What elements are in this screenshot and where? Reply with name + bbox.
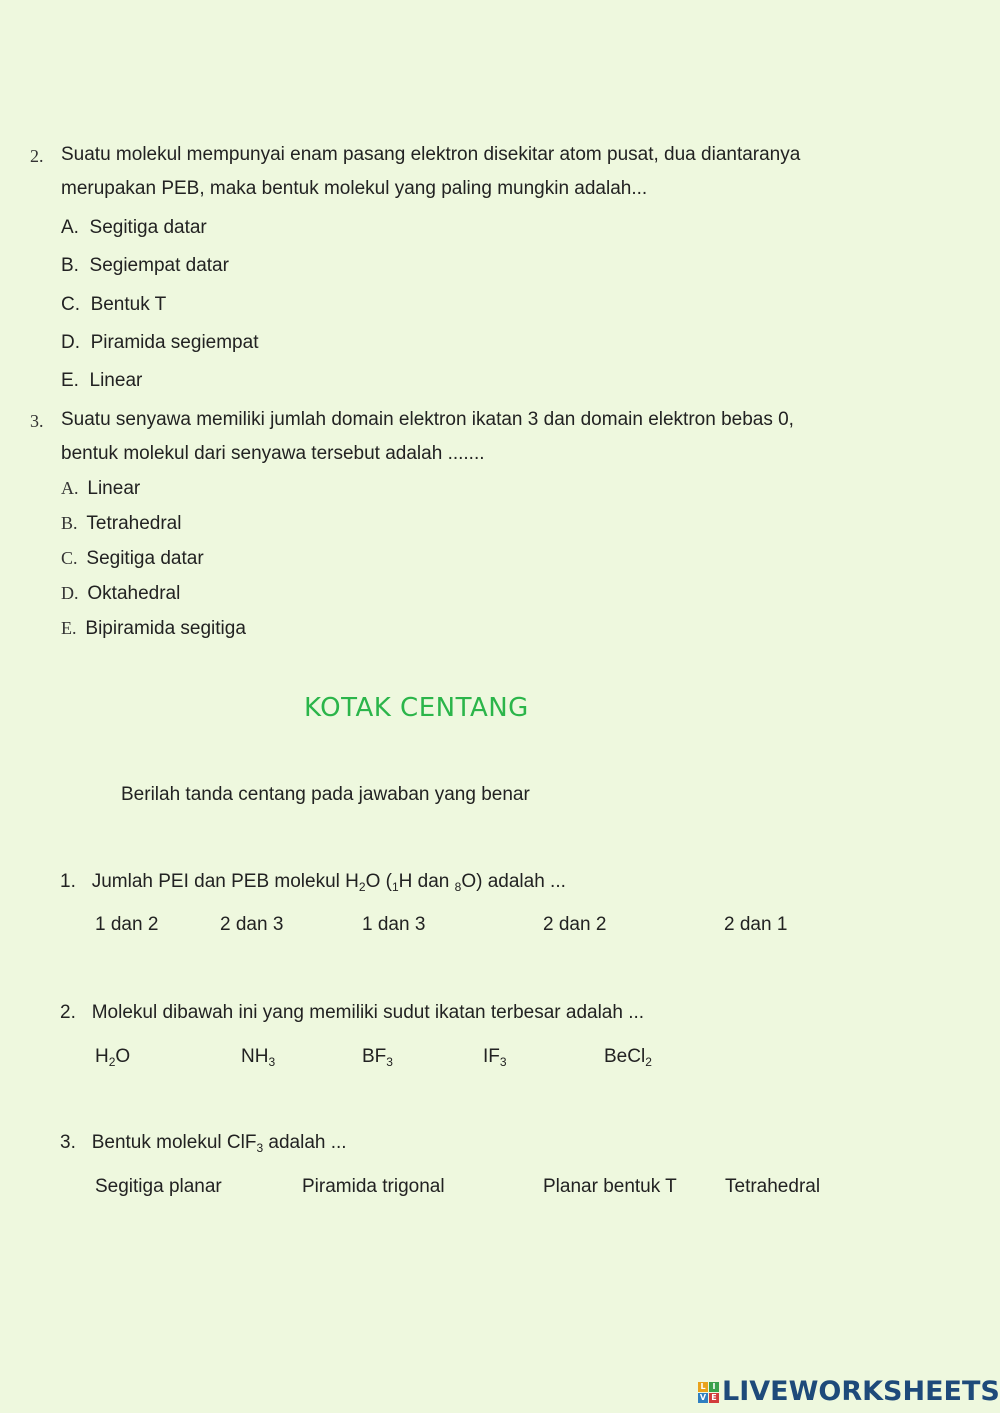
subscript: 3 xyxy=(386,1055,393,1069)
question-3-text-line1: Suatu senyawa memiliki jumlah domain elektron ikatan 3 dan domain elektron bebas 0, xyxy=(61,409,794,430)
kc2-option-bf3[interactable] xyxy=(362,1046,393,1068)
option-text: Bipiramida segitiga xyxy=(85,618,246,639)
kc-question-text: Bentuk molekul ClF xyxy=(91,1132,257,1153)
section-instruction: Berilah tanda centang pada jawaban yang benar xyxy=(121,784,530,805)
option-text: Segiempat datar xyxy=(89,255,229,276)
q2-option-c[interactable] xyxy=(61,294,166,316)
subscript: 3 xyxy=(499,1055,507,1069)
option-letter: D. xyxy=(61,583,79,603)
kc1-option-1[interactable]: 1 dan 2 xyxy=(95,914,159,935)
kc2-option-becl2[interactable] xyxy=(604,1046,652,1068)
kc2-option-if3[interactable] xyxy=(483,1046,507,1068)
question-3-text-line2: bentuk molekul dari senyawa tersebut adalah ....... xyxy=(61,443,485,464)
section-title: KOTAK CENTANG xyxy=(304,693,529,723)
liveworksheets-logo-icon xyxy=(698,1382,720,1404)
kc-question-number: 1. xyxy=(60,871,76,892)
q3-option-d[interactable] xyxy=(61,583,180,605)
subscript: 3 xyxy=(256,1141,264,1155)
kc3-option-3[interactable]: Planar bentuk T xyxy=(543,1176,677,1197)
kc-question-text: H dan xyxy=(398,871,455,892)
subscript: 8 xyxy=(454,880,462,894)
kc-question-1 xyxy=(60,871,566,893)
kc-question-number: 2. xyxy=(60,1002,76,1023)
option-text: Linear xyxy=(87,478,141,499)
q3-option-e[interactable] xyxy=(61,618,246,640)
kc1-option-3[interactable]: 1 dan 3 xyxy=(362,914,426,935)
kc1-option-5[interactable]: 2 dan 1 xyxy=(724,914,788,935)
kc1-option-2[interactable]: 2 dan 3 xyxy=(220,914,284,935)
subscript: 2 xyxy=(108,1055,116,1069)
option-text: Segitiga datar xyxy=(86,548,204,569)
kc3-option-4[interactable]: Tetrahedral xyxy=(725,1176,821,1197)
option-text: Tetrahedral xyxy=(86,513,182,534)
kc-question-text: Molekul dibawah ini yang memiliki sudut ikatan terbesar adalah ... xyxy=(91,1002,645,1023)
q2-option-d[interactable] xyxy=(61,332,258,354)
kc-question-3 xyxy=(60,1132,347,1154)
q3-option-a[interactable] xyxy=(61,478,140,500)
q2-option-e[interactable] xyxy=(61,370,142,392)
question-3-number: 3. xyxy=(30,411,44,431)
option-letter: E. xyxy=(61,618,77,638)
q3-option-c[interactable] xyxy=(61,548,204,570)
subscript: 2 xyxy=(358,880,366,894)
option-text: Segitiga datar xyxy=(89,217,207,238)
question-2-text-line1: Suatu molekul mempunyai enam pasang elektron disekitar atom pusat, dua diantaranya xyxy=(61,144,801,165)
option-text: Bentuk T xyxy=(90,294,167,315)
kc2-option-nh3[interactable] xyxy=(241,1046,275,1068)
logo-letter: I xyxy=(709,1382,719,1392)
formula-tail: O xyxy=(115,1046,131,1067)
option-letter: D. xyxy=(61,332,80,353)
liveworksheets-brand: LIVEWORKSHEETS xyxy=(722,1376,1000,1407)
question-2-number: 2. xyxy=(30,146,44,166)
formula-base: H xyxy=(95,1046,109,1067)
option-letter: E. xyxy=(61,370,79,391)
logo-letter: V xyxy=(699,1393,707,1402)
formula-base: BF xyxy=(362,1046,387,1067)
q3-option-b[interactable] xyxy=(61,513,181,535)
q2-option-b[interactable] xyxy=(61,255,229,277)
kc-question-2 xyxy=(60,1002,644,1024)
kc2-option-h2o[interactable] xyxy=(95,1046,130,1068)
formula-base: NH xyxy=(241,1046,269,1067)
option-text: Piramida segiempat xyxy=(90,332,259,353)
formula-base: IF xyxy=(483,1046,500,1067)
kc-question-text: O ( xyxy=(365,871,392,892)
option-letter: C. xyxy=(61,294,80,315)
subscript: 3 xyxy=(268,1055,276,1069)
option-letter: A. xyxy=(61,217,79,238)
kc-question-text: Jumlah PEI dan PEB molekul H xyxy=(91,871,359,892)
formula-base: BeCl xyxy=(604,1046,646,1067)
logo-letter: L xyxy=(698,1382,708,1392)
kc3-option-1[interactable]: Segitiga planar xyxy=(95,1176,222,1197)
option-letter: C. xyxy=(61,548,78,568)
kc-question-text: O) adalah ... xyxy=(461,871,566,892)
kc3-option-2[interactable]: Piramida trigonal xyxy=(302,1176,445,1197)
question-2-text-line2: merupakan PEB, maka bentuk molekul yang paling mungkin adalah... xyxy=(61,178,648,199)
q2-option-a[interactable] xyxy=(61,217,207,239)
subscript: 1 xyxy=(391,880,399,894)
kc-question-text: adalah ... xyxy=(263,1132,347,1153)
logo-letter: E xyxy=(709,1393,719,1403)
option-text: Linear xyxy=(89,370,143,391)
kc-question-number: 3. xyxy=(60,1132,76,1153)
option-text: Oktahedral xyxy=(87,583,181,604)
option-letter: B. xyxy=(61,513,78,533)
option-letter: A. xyxy=(61,478,79,498)
subscript: 2 xyxy=(645,1055,652,1069)
kc1-option-4[interactable]: 2 dan 2 xyxy=(543,914,607,935)
option-letter: B. xyxy=(61,255,79,276)
